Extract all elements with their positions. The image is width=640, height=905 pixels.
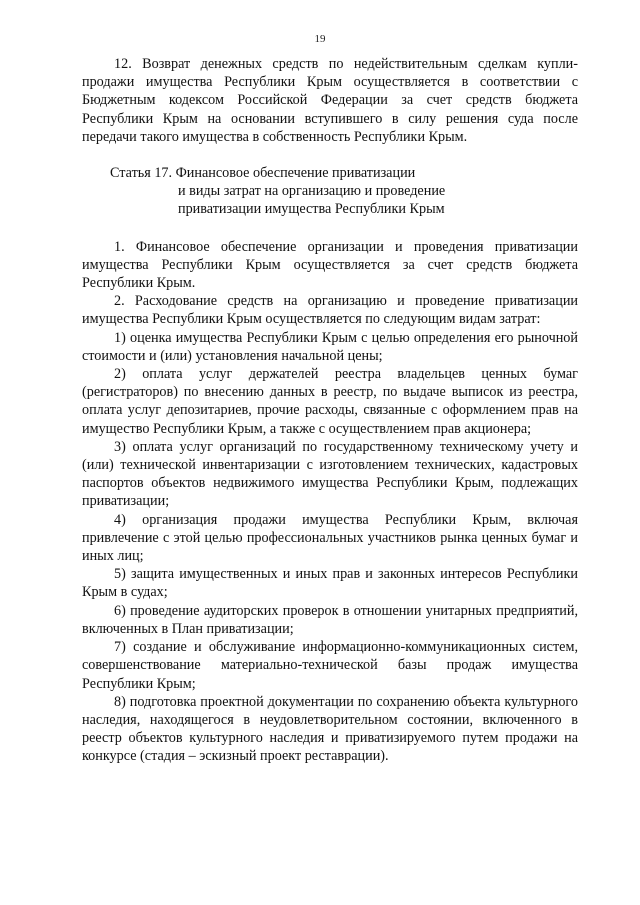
- list-item-2: 2) оплата услуг держателей реестра владельцев ценных бумаг (регистраторов) по внесению данных в реестр, по выдаче выписок из реестра, оплата услуг депозитариев, прочие расходы, связанные с оформлением прав на имущество Республики Крым, а также с осуществлением прав акционера;: [82, 366, 578, 437]
- article-heading-line-1: Статья 17. Финансовое обеспечение приватизации: [110, 165, 416, 182]
- list-item-1: 1) оценка имущества Республики Крым с целью определения его рыночной стоимости и (или) установления начальной цены;: [82, 329, 578, 364]
- article-heading-line-2: и виды затрат на организацию и проведение: [178, 183, 446, 200]
- list-item-6: 6) проведение аудиторских проверок в отношении унитарных предприятий, включенных в План приватизации;: [82, 602, 578, 637]
- list-item-8: 8) подготовка проектной документации по сохранению объекта культурного наследия, находящегося в неудовлетворительном состоянии, включенного в реестр объектов культурного наследия и приватизируемого путем продажи на конкурсе (стадия – эскизный проект реставрации).: [82, 693, 578, 765]
- list-item-3: 3) оплата услуг организаций по государственному техническому учету и (или) технической инвентаризации с изготовлением технических, кадастровых паспортов объектов недвижимого имущества Республики Крым, подлежащих приватизации;: [82, 438, 578, 510]
- list-item-4: 4) организация продажи имущества Республики Крым, включая привлечение с этой целью профессиональных участников рынка ценных бумаг и иных лиц;: [82, 511, 578, 565]
- list-item-5: 5) защита имущественных и иных прав и законных интересов Республики Крым в судах;: [82, 566, 578, 601]
- article-heading-line-3: приватизации имущества Республики Крым: [178, 201, 445, 218]
- paragraph-2: 2. Расходование средств на организацию и проведение приватизации имущества Республики Крым осуществляется по следующим видам затрат:: [82, 293, 578, 328]
- list-item-7: 7) создание и обслуживание информационно-коммуникационных систем, совершенствование материально-технической базы продаж имущества Республики Крым;: [82, 639, 578, 692]
- paragraph-point-12: 12. Возврат денежных средств по недействительным сделкам купли-продажи имущества Республики Крым осуществляется в соответствии с Бюджетным кодексом Российской Федерации за счет средств бюджета Республики Крым на основании вступившего в силу решения суда после передачи такого имущества в собственность Республики Крым.: [82, 56, 578, 145]
- document-body: [82, 55, 578, 766]
- paragraph-1: 1. Финансовое обеспечение организации и проведения приватизации имущества Республики Крым осуществляется за счет средств бюджета Республики Крым.: [82, 238, 578, 292]
- page-number: 19: [314, 33, 326, 45]
- article-heading: [82, 164, 578, 219]
